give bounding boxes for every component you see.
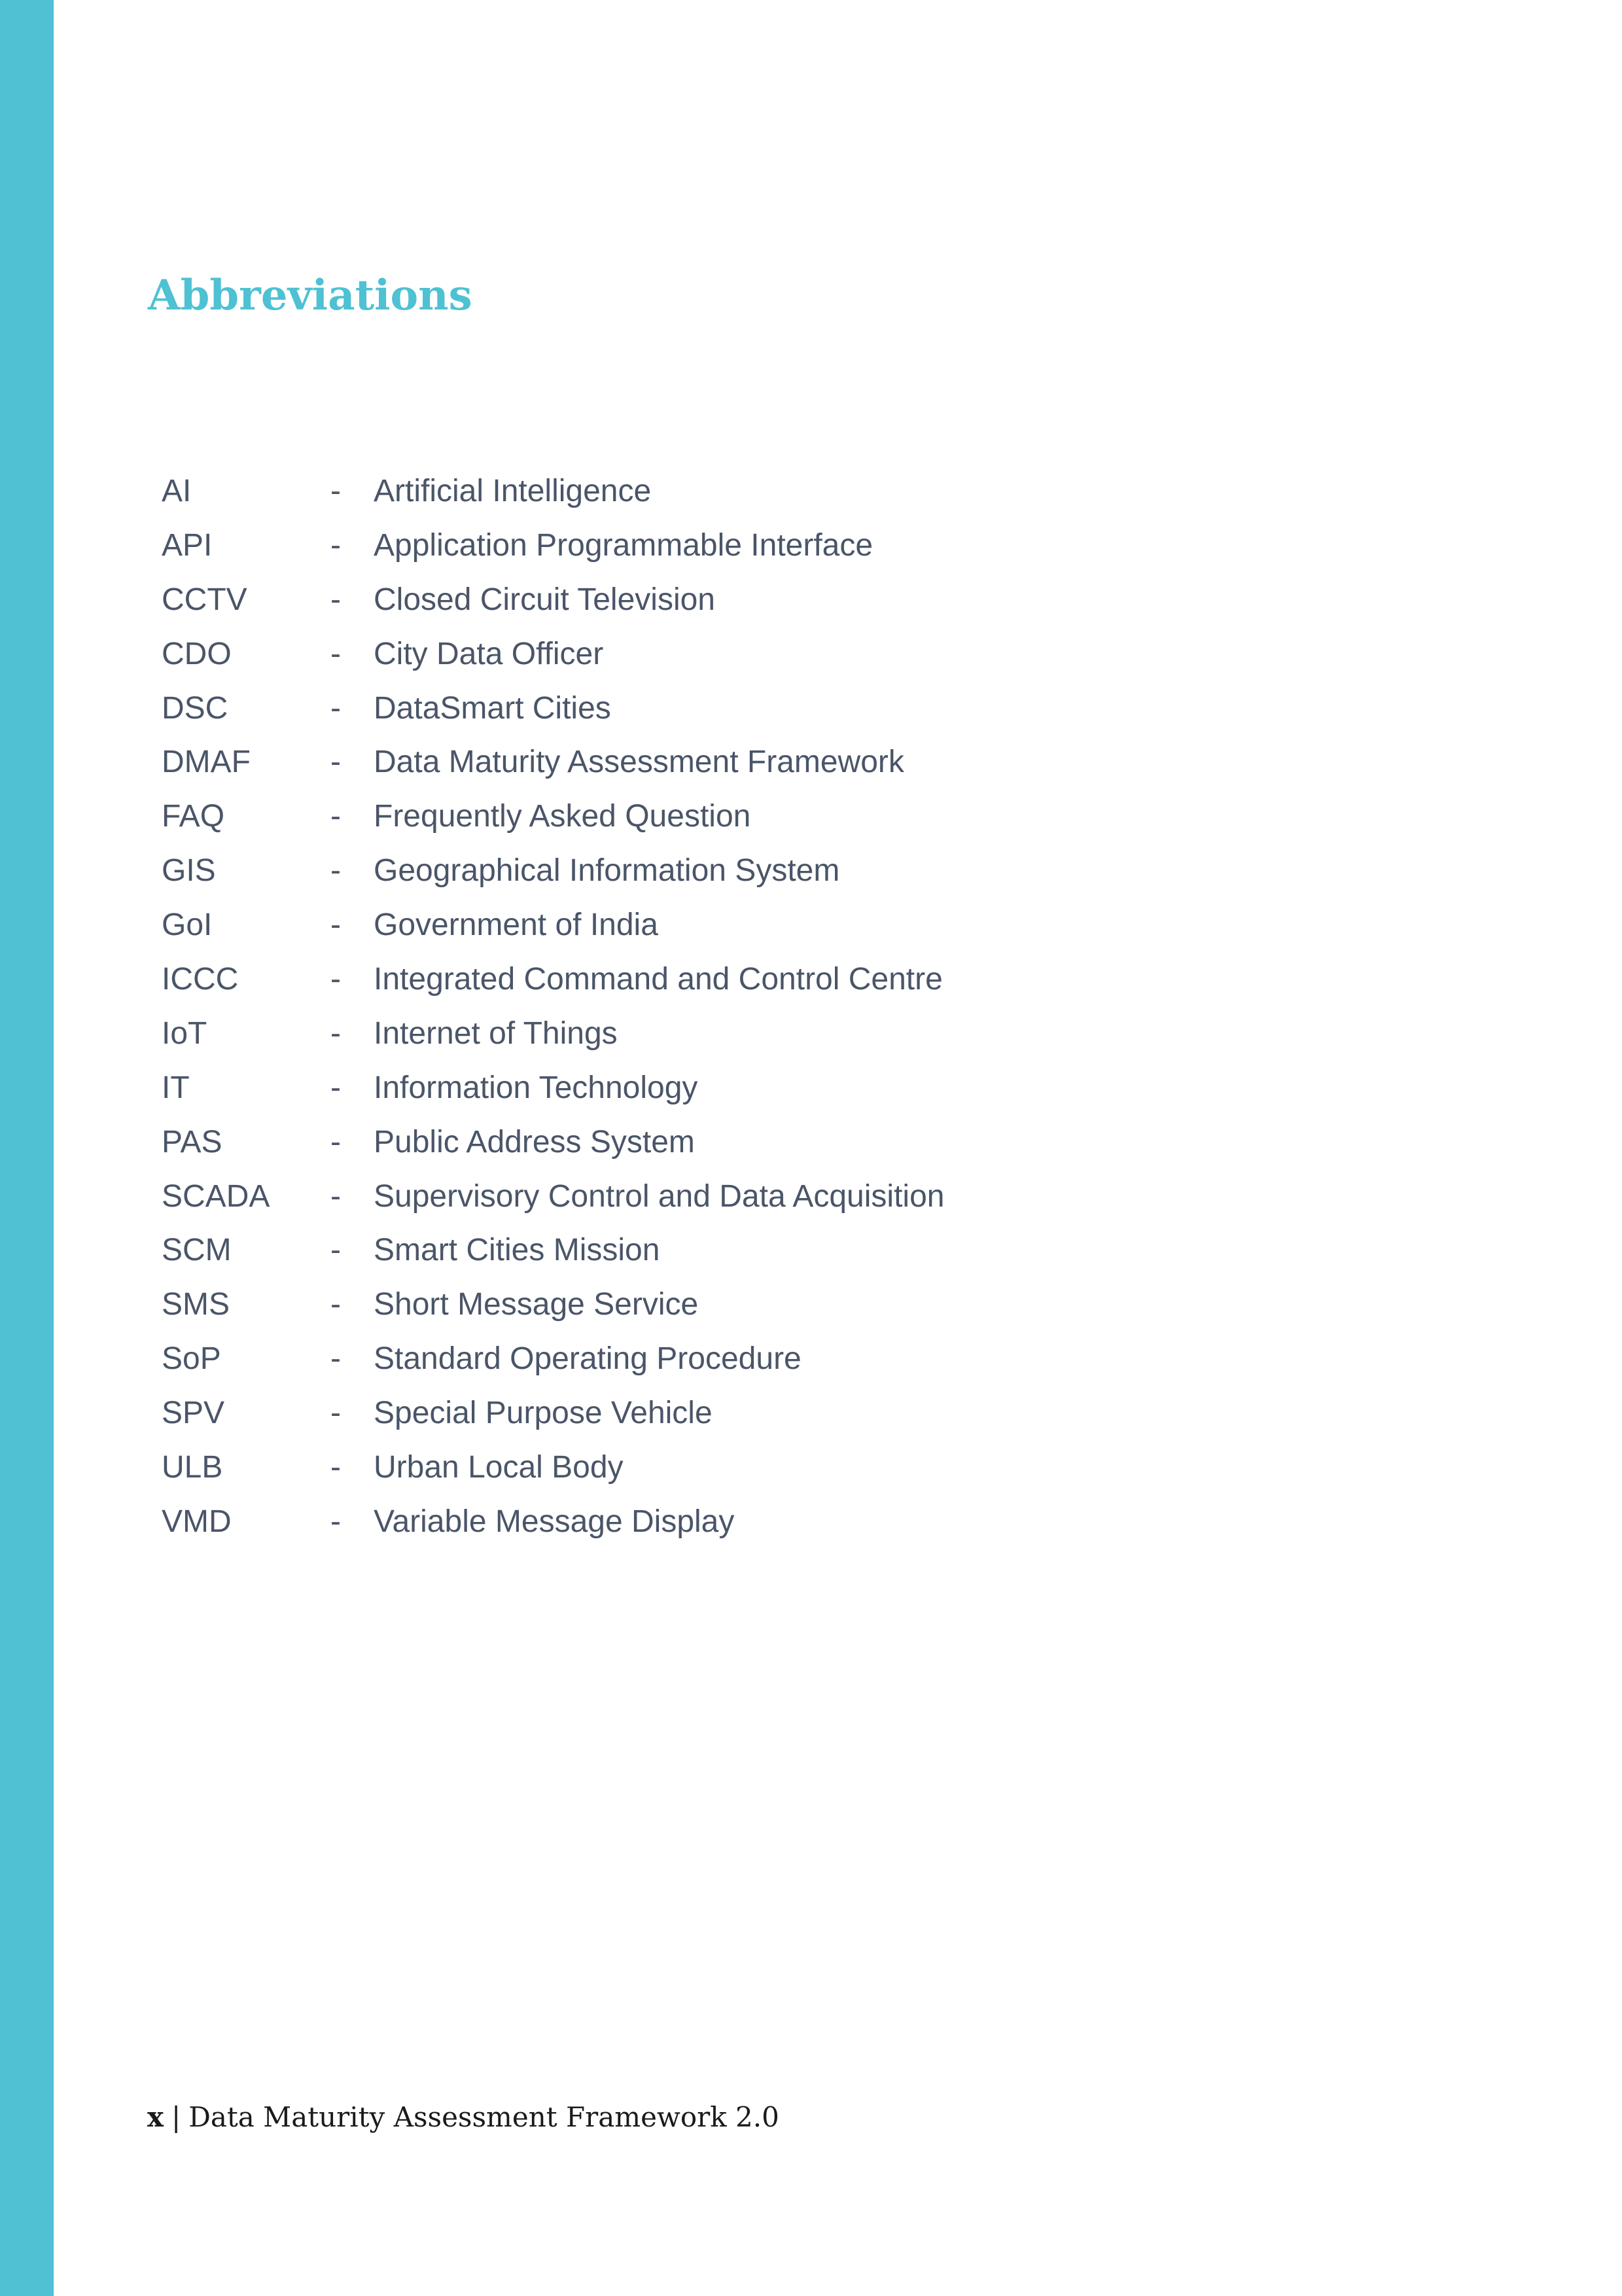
separator-dash: -	[330, 1341, 341, 1377]
abbreviation-code: API	[162, 527, 213, 563]
separator-dash: -	[330, 908, 341, 943]
list-item	[0, 573, 1178, 627]
abbreviation-code: DSC	[162, 690, 228, 726]
separator-dash: -	[330, 636, 341, 671]
abbreviation-term: Integrated Command and Control Centre	[374, 962, 943, 997]
separator-dash: -	[330, 745, 341, 780]
footer-document-title: Data Maturity Assessment Framework 2.0	[188, 2101, 779, 2133]
list-item	[0, 844, 1178, 898]
abbreviation-term: Data Maturity Assessment Framework	[374, 745, 904, 780]
separator-dash: -	[330, 799, 341, 834]
list-item	[0, 1170, 1178, 1224]
list-item	[0, 790, 1178, 844]
separator-dash: -	[330, 1450, 341, 1485]
abbreviation-code: VMD	[162, 1504, 232, 1539]
abbreviation-code: IoT	[162, 1016, 207, 1051]
abbreviation-term: Smart Cities Mission	[374, 1233, 660, 1268]
abbreviation-code: DMAF	[162, 745, 251, 780]
abbreviation-code: ULB	[162, 1450, 223, 1485]
footer-separator: |	[171, 2101, 181, 2133]
abbreviation-term: Closed Circuit Television	[374, 582, 715, 617]
list-item	[0, 735, 1178, 790]
list-item	[0, 1061, 1178, 1116]
abbreviation-code: SCM	[162, 1233, 232, 1268]
page-title: Abbreviations	[148, 271, 472, 320]
list-item	[0, 682, 1178, 736]
separator-dash: -	[330, 1016, 341, 1051]
abbreviation-term: Supervisory Control and Data Acquisition	[374, 1178, 945, 1214]
separator-dash: -	[330, 853, 341, 889]
list-item	[0, 519, 1178, 573]
list-item	[0, 953, 1178, 1007]
abbreviation-code: FAQ	[162, 799, 225, 834]
list-item	[0, 1224, 1178, 1278]
list-item	[0, 1441, 1178, 1495]
list-item	[0, 1116, 1178, 1170]
abbreviation-code: IT	[162, 1070, 190, 1105]
abbreviation-term: Variable Message Display	[374, 1504, 735, 1539]
separator-dash: -	[330, 1070, 341, 1105]
abbreviation-term: DataSmart Cities	[374, 690, 611, 726]
abbreviation-term: Artificial Intelligence	[374, 474, 652, 508]
separator-dash: -	[330, 962, 341, 997]
list-item	[0, 1278, 1178, 1332]
abbreviation-term: Internet of Things	[374, 1016, 618, 1051]
separator-dash: -	[330, 1124, 341, 1159]
separator-dash: -	[330, 582, 341, 617]
abbreviation-code: PAS	[162, 1124, 222, 1159]
abbreviation-code: AI	[162, 474, 192, 508]
abbreviation-term: Urban Local Body	[374, 1450, 624, 1485]
separator-dash: -	[330, 690, 341, 726]
separator-dash: -	[330, 1178, 341, 1214]
abbreviation-term: City Data Officer	[374, 636, 604, 671]
abbreviation-code: SMS	[162, 1287, 230, 1322]
separator-dash: -	[330, 1287, 341, 1322]
abbreviation-code: SPV	[162, 1396, 225, 1431]
abbreviation-code: CCTV	[162, 582, 247, 617]
list-item	[0, 1386, 1178, 1441]
abbreviation-code: CDO	[162, 636, 232, 671]
separator-dash: -	[330, 1396, 341, 1431]
abbreviation-code: GIS	[162, 853, 216, 889]
abbreviation-term: Government of India	[374, 908, 658, 943]
list-item	[0, 1007, 1178, 1061]
abbreviation-code: SCADA	[162, 1178, 270, 1214]
abbreviation-term: Application Programmable Interface	[374, 527, 873, 563]
page-footer	[147, 2099, 779, 2136]
abbreviation-term: Geographical Information System	[374, 853, 840, 889]
abbreviation-term: Information Technology	[374, 1070, 698, 1105]
abbreviation-term: Standard Operating Procedure	[374, 1341, 802, 1377]
abbreviation-term: Short Message Service	[374, 1287, 699, 1322]
list-item	[0, 898, 1178, 953]
separator-dash: -	[330, 1504, 341, 1539]
separator-dash: -	[330, 1233, 341, 1268]
abbreviation-term: Special Purpose Vehicle	[374, 1396, 713, 1431]
list-item	[0, 1495, 1178, 1549]
separator-dash: -	[330, 527, 341, 563]
footer-page-number: x	[147, 2101, 164, 2133]
abbreviation-term: Public Address System	[374, 1124, 695, 1159]
separator-dash: -	[330, 474, 341, 508]
list-item	[0, 1332, 1178, 1386]
abbreviation-code: SoP	[162, 1341, 221, 1377]
abbreviation-term: Frequently Asked Question	[374, 799, 751, 834]
abbreviation-code: GoI	[162, 908, 213, 943]
abbreviation-code: ICCC	[162, 962, 239, 997]
list-item	[0, 627, 1178, 682]
abbreviation-list	[0, 465, 1178, 1549]
list-item	[0, 465, 1178, 519]
